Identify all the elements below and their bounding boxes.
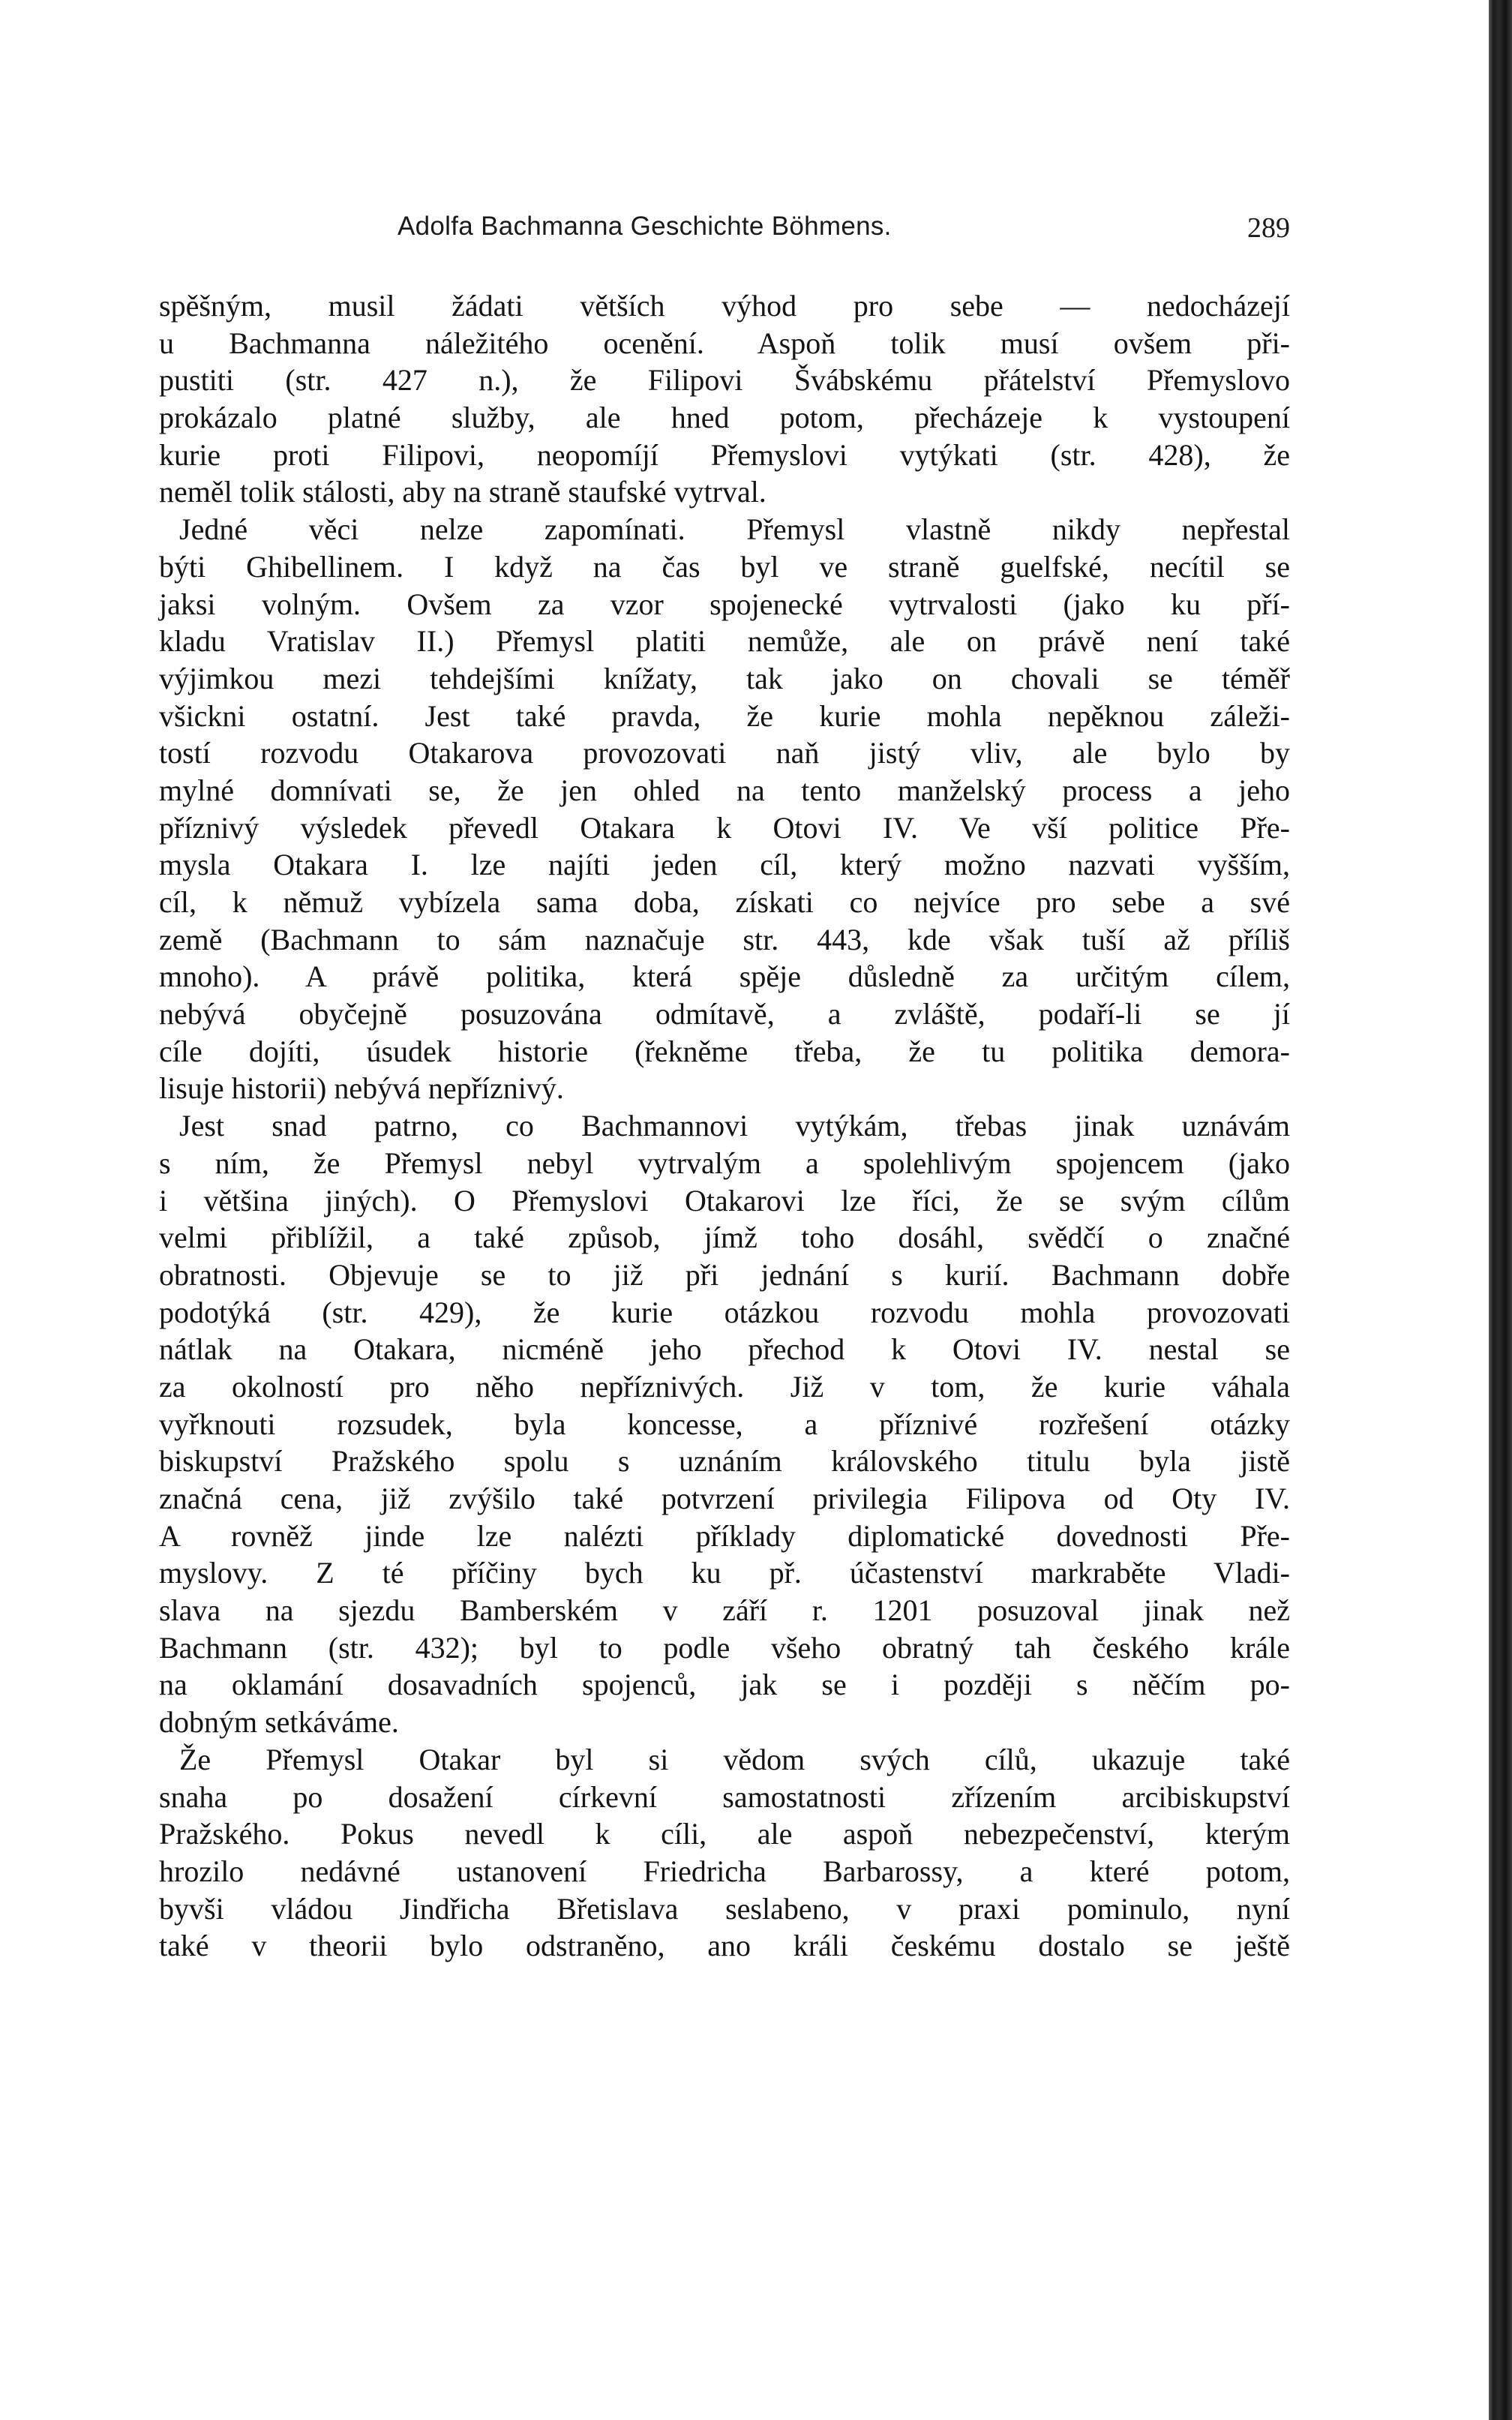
text-line: myslovy. Z té příčiny bych ku př. účastenství markraběte Vladi- [159, 1556, 1290, 1590]
text-line: tostí rozvodu Otakarova provozovati naň jistý vliv, ale bylo by [159, 736, 1290, 770]
text-line: také v theorii bylo odstraněno, ano králi českému dostalo se ještě [159, 1929, 1290, 1963]
text-line: cíl, k němuž vybízela sama doba, získati co nejvíce pro sebe a své [159, 885, 1290, 919]
page-number: 289 [1247, 212, 1290, 244]
text-line: velmi přiblížil, a také způsob, jímž toho dosáhl, svědčí o značné [159, 1221, 1290, 1255]
text-line: všickni ostatní. Jest také pravda, že kurie mohla nepěknou záleži- [159, 698, 1290, 733]
text-line: Jedné věci nelze zapomínati. Přemysl vlastně nikdy nepřestal [179, 512, 1290, 547]
text-line: neměl tolik stálosti, aby na straně staufské vytrval. [159, 475, 766, 509]
book-spine-edge [1489, 0, 1512, 2420]
text-line: cíle dojíti, úsudek historie (řekněme třeba, že tu politika demora- [159, 1034, 1290, 1068]
text-line: kurie proti Filipovi, neopomíjí Přemyslovi vytýkati (str. 428), že [159, 437, 1290, 472]
text-line: Pražského. Pokus nevedl k cíli, ale aspoň nebezpečenství, kterým [159, 1817, 1290, 1851]
text-line: slava na sjezdu Bamberském v září r. 1201 posuzoval jinak než [159, 1593, 1290, 1628]
text-line: výjimkou mezi tehdejšími knížaty, tak jako on chovali se téměř [159, 661, 1290, 695]
text-line: lisuje historii) nebývá nepříznivý. [159, 1071, 564, 1106]
text-line: býti Ghibellinem. I když na čas byl ve straně guelfské, necítil se [159, 549, 1290, 584]
text-line: příznivý výsledek převedl Otakara k Otovi IV. Ve vší politice Pře- [159, 810, 1290, 845]
text-line: u Bachmanna náležitého ocenění. Aspoň tolik musí ovšem při- [159, 326, 1290, 360]
text-line: za okolností pro něho nepříznivých. Již v tom, že kurie váhala [159, 1369, 1290, 1404]
text-line: prokázalo platné služby, ale hned potom, přecházeje k vystoupení [159, 401, 1290, 435]
text-line: A rovněž jinde lze nalézti příklady diplomatické dovednosti Pře- [159, 1518, 1290, 1553]
text-line: značná cena, již zvýšilo také potvrzení privilegia Filipova od Oty IV. [159, 1482, 1290, 1515]
text-line: s ním, že Přemysl nebyl vytrvalým a spolehlivým spojencem (jako [159, 1145, 1290, 1180]
text-line: Že Přemysl Otakar byl si vědom svých cílů, ukazuje také [179, 1742, 1290, 1776]
text-line: nátlak na Otakara, nicméně jeho přechod k Otovi IV. nestal se [159, 1332, 1290, 1367]
text-line: mylné domnívati se, že jen ohled na tento manželský process a jeho [159, 773, 1290, 807]
running-title: Adolfa Bachmanna Geschichte Böhmens. [398, 212, 892, 241]
text-line: vyřknouti rozsudek, byla koncesse, a příznivé rozřešení otázky [159, 1407, 1290, 1441]
text-line: kladu Vratislav II.) Přemysl platiti nemůže, ale on právě není také [159, 624, 1290, 659]
text-line: pustiti (str. 427 n.), že Filipovi Švábskému přátelství Přemyslovo [159, 363, 1290, 398]
text-line: Jest snad patrno, co Bachmannovi vytýkám, třebas jinak uznávám [179, 1109, 1290, 1143]
text-line: mnoho). A právě politika, která spěje důsledně za určitým cílem, [159, 959, 1290, 994]
text-line: byvši vládou Jindřicha Břetislava seslabeno, v praxi pominulo, nyní [159, 1891, 1290, 1926]
text-line: nebývá obyčejně posuzována odmítavě, a zvláště, podaří-li se jí [159, 997, 1290, 1031]
text-line: dobným setkáváme. [159, 1705, 399, 1740]
body-text [159, 287, 1290, 1965]
text-line: hrozilo nedávné ustanovení Friedricha Barbarossy, a které potom, [159, 1854, 1290, 1888]
text-line: země (Bachmann to sám naznačuje str. 443, kde však tuší až příliš [159, 922, 1290, 956]
text-line: mysla Otakara I. lze najíti jeden cíl, který možno nazvati vyšším, [159, 848, 1290, 882]
text-line: obratnosti. Objevuje se to již při jednání s kurií. Bachmann dobře [159, 1257, 1290, 1292]
text-line: podotýká (str. 429), že kurie otázkou rozvodu mohla provozovati [159, 1295, 1290, 1329]
text-line: jaksi volným. Ovšem za vzor spojenecké vytrvalosti (jako ku pří- [159, 587, 1290, 621]
text-line: Bachmann (str. 432); byl to podle všeho obratný tah českého krále [159, 1630, 1290, 1665]
text-line: na oklamání dosavadních spojenců, jak se i později s něčím po- [159, 1668, 1290, 1702]
text-line: biskupství Pražského spolu s uznáním královského titulu byla jistě [159, 1444, 1290, 1479]
text-line: spěšným, musil žádati větších výhod pro sebe — nedocházejí [159, 289, 1290, 323]
text-line: i většina jiných). O Přemyslovi Otakarovi lze říci, že se svým cílům [159, 1183, 1290, 1218]
text-line: snaha po dosažení církevní samostatnosti zřízením arcibiskupství [159, 1779, 1290, 1814]
running-header [159, 212, 1290, 257]
